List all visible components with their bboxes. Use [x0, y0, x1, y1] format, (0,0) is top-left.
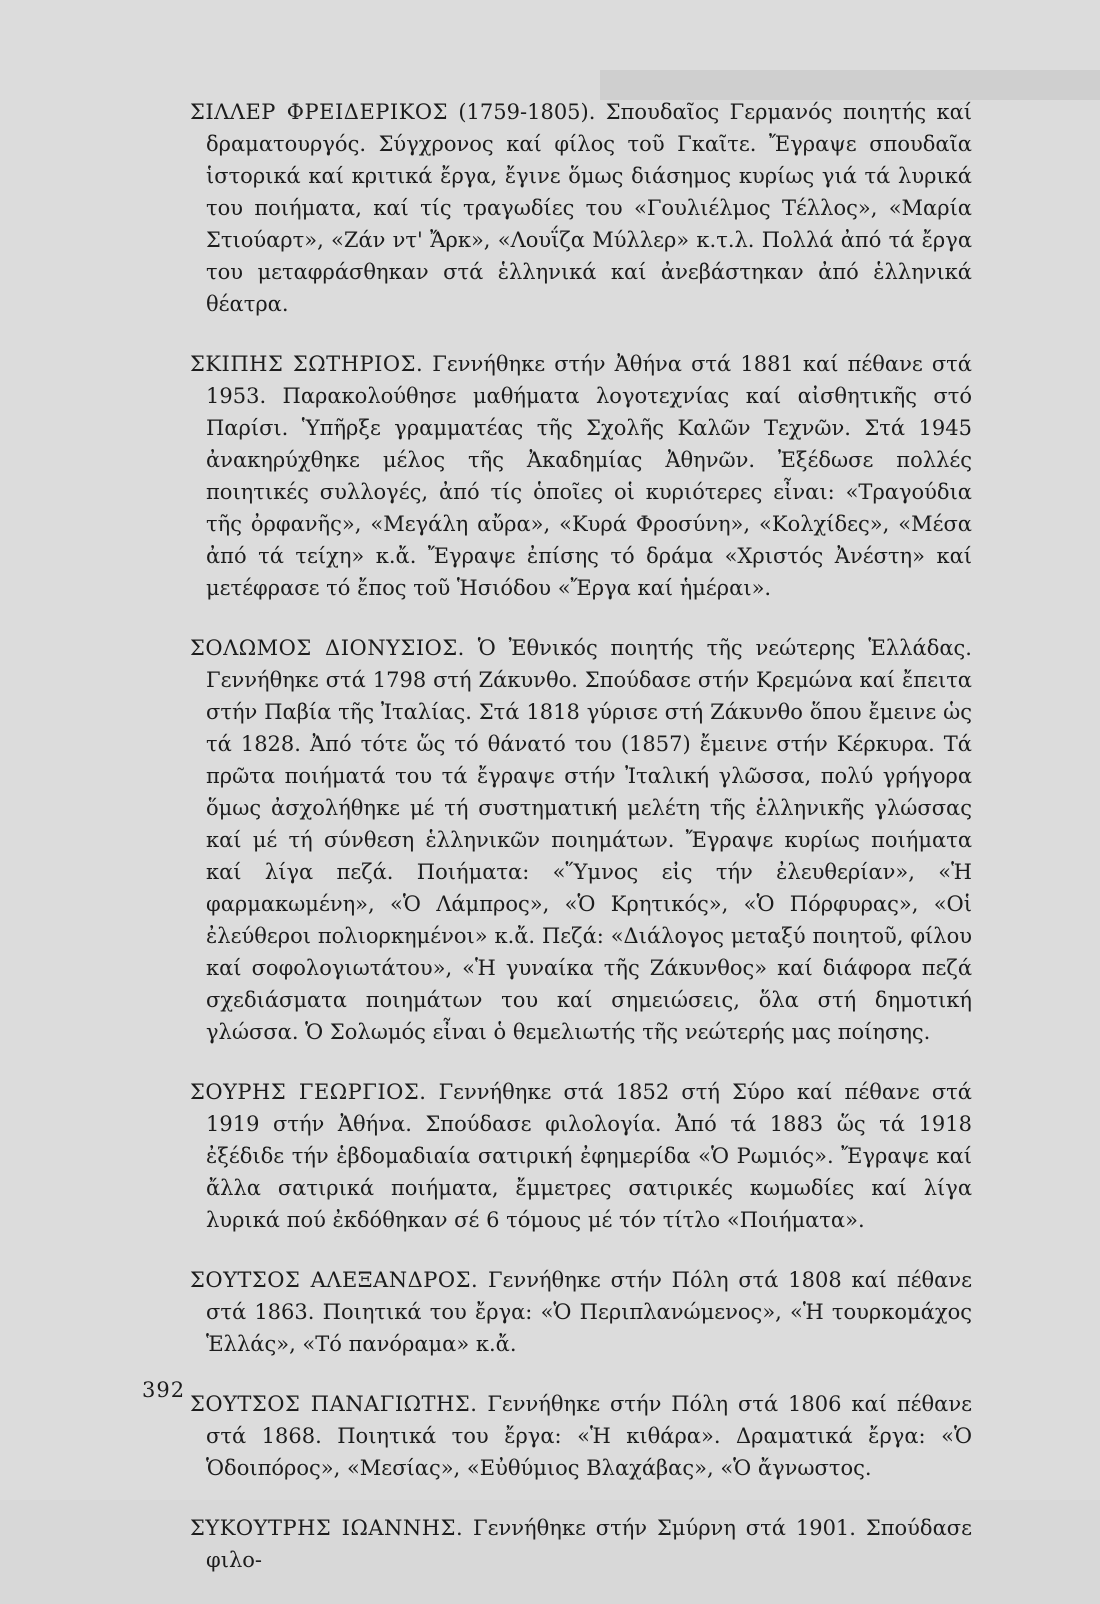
entry-paragraph: [190, 632, 972, 1048]
entry-text: Γεννήθηκε στήν Πόλη στά 1808 καί πέθανε στά 1863. Ποιητικά του ἔργα: «Ὁ Περιπλανώμενος», «Ἡ τουρκομάχος Ἑλλάς», «Τό πανόραμα» κ.ἄ.: [206, 1268, 972, 1356]
entry-name: ΣΟΥΡΗΣ ΓΕΩΡΓΙΟΣ.: [190, 1080, 427, 1104]
entry-name: ΣΟΥΤΣΟΣ ΠΑΝΑΓΙΩΤΗΣ.: [190, 1392, 478, 1416]
text-column: [188, 96, 972, 1604]
entry-skipis: [188, 348, 972, 604]
entry-paragraph: [190, 1388, 972, 1484]
entry-name: ΣΟΥΤΣΟΣ ΑΛΕΞΑΝΔΡΟΣ.: [190, 1268, 479, 1292]
entry-text: Γεννήθηκε στήν Ἀθήνα στά 1881 καί πέθανε στά 1953. Παρακολούθησε μαθήματα λογοτεχνίας καί αἰσθητικῆς στό Παρίσι. Ὑπῆρξε γραμματέας τῆς Σχολῆς Καλῶν Τεχνῶν. Στά 1945 ἀνακηρύχθηκε μέλος τῆς Ἀκαδημίας Ἀθηνῶν. Ἐξέδωσε πολλές ποιητικές συλλογές, ἀπό τίς ὁποῖες οἱ κυριότερες εἶναι: «Τραγούδια τῆς ὀρφανῆς», «Μεγάλη αὔρα», «Κυρά Φροσύνη», «Κολχίδες», «Μέσα ἀπό τά τείχη» κ.ἄ. Ἔγραψε ἐπίσης τό δράμα «Χριστός Ἀνέστη» καί μετέφρασε τό ἔπος τοῦ Ἡσιόδου «Ἔργα καί ἡμέραι».: [206, 352, 972, 600]
entry-sillier: [188, 96, 972, 320]
entry-text: (1759-1805). Σπουδαῖος Γερμανός ποιητής καί δραματουργός. Σύγχρονος καί φίλος τοῦ Γκαῖτε. Ἔγραψε σπουδαῖα ἱστορικά καί κριτικά ἔργα, ἔγινε ὅμως διάσημος κυρίως γιά τά λυρικά του ποιήματα, καί τίς τραγωδίες του «Γουλιέλμος Τέλλος», «Μαρία Στιούαρτ», «Ζάν ντ' Ἄρκ», «Λουΐζα Μύλλερ» κ.τ.λ. Πολλά ἀπό τά ἔργα του μεταφράσθηκαν στά ἑλληνικά καί ἀνεβάστηκαν ἀπό ἑλληνικά θέατρα.: [206, 100, 972, 316]
entry-name: ΣΙΛΛΕΡ ΦΡΕΙΔΕΡΙΚΟΣ: [190, 100, 448, 124]
entry-paragraph: [190, 1264, 972, 1360]
entry-sykoutris: [188, 1512, 972, 1576]
entry-soutsos-panagiotis: [188, 1388, 972, 1484]
entry-solomos: [188, 632, 972, 1048]
entry-text: Γεννήθηκε στήν Σμύρνη στά 1901. Σπούδασε φιλο-: [206, 1516, 972, 1572]
entry-paragraph: [190, 1076, 972, 1236]
entry-name: ΣΟΛΩΜΟΣ ΔΙΟΝΥΣΙΟΣ.: [190, 636, 465, 660]
entry-paragraph: [190, 96, 972, 320]
entry-paragraph: [190, 1512, 972, 1576]
entry-text: Ὁ Ἐθνικός ποιητής τῆς νεώτερης Ἑλλάδας. Γεννήθηκε στά 1798 στή Ζάκυνθο. Σπούδασε στήν Κρεμώνα καί ἔπειτα στήν Παβία τῆς Ἰταλίας. Στά 1818 γύρισε στή Ζάκυνθο ὅπου ἔμεινε ὡς τά 1828. Ἀπό τότε ὥς τό θάνατό του (1857) ἔμεινε στήν Κέρκυρα. Τά πρῶτα ποιήματά του τά ἔγραψε στήν Ἰταλική γλῶσσα, πολύ γρήγορα ὅμως ἀσχολήθηκε μέ τή συστηματική μελέτη τῆς ἑλληνικῆς γλώσσας καί μέ τή σύνθεση ἑλληνικῶν ποιημάτων. Ἔγραψε κυρίως ποιήματα καί λίγα πεζά. Ποιήματα: «Ὕμνος εἰς τήν ἐλευθερίαν», «Ἡ φαρμακωμένη», «Ὁ Λάμπρος», «Ὁ Κρητικός», «Ὁ Πόρφυρας», «Οἱ ἐλεύθεροι πολιορκημένοι» κ.ἄ. Πεζά: «Διάλογος μεταξύ ποιητοῦ, φίλου καί σοφολογιωτάτου», «Ἡ γυναίκα τῆς Ζάκυνθος» καί διάφορα πεζά σχεδιάσματα ποιημάτων του καί σημειώσεις, ὅλα στή δημοτική γλώσσα. Ὁ Σολωμός εἶναι ὁ θεμελιωτής τῆς νεώτερής μας ποίησης.: [206, 636, 972, 1044]
entry-name: ΣΥΚΟΥΤΡΗΣ ΙΩΑΝΝΗΣ.: [190, 1516, 464, 1540]
entry-soutsos-alexandros: [188, 1264, 972, 1360]
entry-text: Γεννήθηκε στά 1852 στή Σύρο καί πέθανε στά 1919 στήν Ἀθήνα. Σπούδασε φιλολογία. Ἀπό τά 1883 ὥς τά 1918 ἐξέδιδε τήν ἑβδομαδιαία σατιρική ἐφημερίδα «Ὁ Ρωμιός». Ἔγραψε καί ἄλλα σατιρικά ποιήματα, ἔμμετρες σατιρικές κωμωδίες καί λίγα λυρικά πού ἐκδόθηκαν σέ 6 τόμους μέ τόν τίτλο «Ποιήματα».: [206, 1080, 972, 1232]
entry-paragraph: [190, 348, 972, 604]
entry-name: ΣΚΙΠΗΣ ΣΩΤΗΡΙΟΣ.: [190, 352, 424, 376]
entry-text: Γεννήθηκε στήν Πόλη στά 1806 καί πέθανε στά 1868. Ποιητικά του ἔργα: «Ἡ κιθάρα». Δραματικά ἔργα: «Ὁ Ὁδοιπόρος», «Μεσίας», «Εὐθύμιος Βλαχάβας», «Ὁ ἄγνωστος.: [206, 1392, 972, 1480]
page-number: 392: [142, 1378, 186, 1402]
entry-souris: [188, 1076, 972, 1236]
